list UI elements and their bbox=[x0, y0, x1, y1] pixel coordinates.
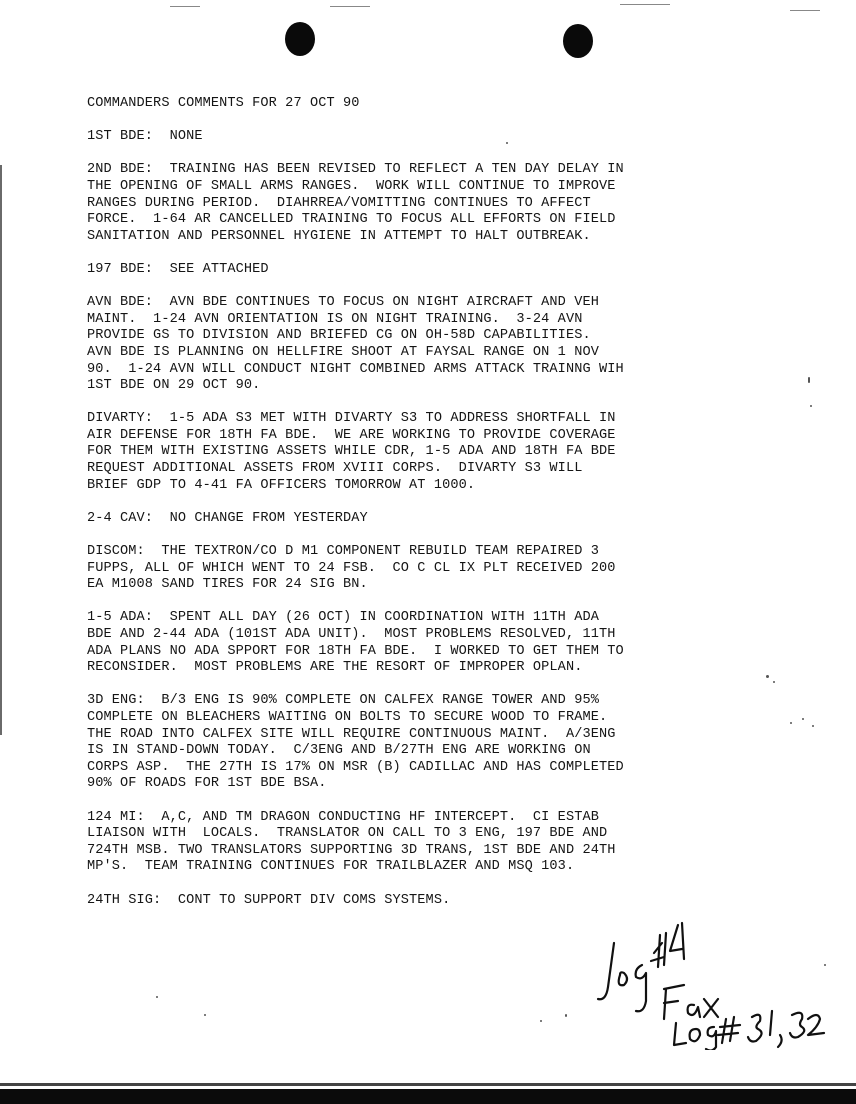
text-line: LIAISON WITH LOCALS. TRANSLATOR ON CALL TO 3 ENG, 197 BDE AND bbox=[87, 826, 608, 842]
scan-speck bbox=[810, 405, 812, 407]
memo-title: COMMANDERS COMMENTS FOR 27 OCT 90 bbox=[87, 96, 360, 111]
text-line: CORPS ASP. THE 27TH IS 17% ON MSR (B) CADILLAC AND HAS COMPLETED bbox=[87, 759, 624, 775]
handwriting-stroke bbox=[598, 943, 614, 999]
scan-speck bbox=[565, 1014, 567, 1017]
text-line: 724TH MSB. TWO TRANSLATORS SUPPORTING 3D TRANS, 1ST BDE AND 24TH bbox=[87, 842, 616, 858]
handwriting-stroke bbox=[674, 1023, 686, 1045]
handwriting-stroke bbox=[619, 972, 627, 985]
scan-speck bbox=[812, 725, 814, 727]
text-line: AVN BDE: AVN BDE CONTINUES TO FOCUS ON NIGHT AIRCRAFT AND VEH bbox=[87, 295, 599, 311]
scan-speck bbox=[540, 1020, 542, 1022]
scan-bottom-edge bbox=[0, 1083, 856, 1086]
text-line: COMPLETE ON BLEACHERS WAITING ON BOLTS TO SECURE WOOD TO FRAME. bbox=[87, 709, 608, 725]
text-line: 197 BDE: SEE ATTACHED bbox=[87, 261, 269, 277]
text-line: THE OPENING OF SMALL ARMS RANGES. WORK WILL CONTINUE TO IMPROVE bbox=[87, 178, 616, 194]
text-line: DISCOM: THE TEXTRON/CO D M1 COMPONENT REBUILD TEAM REPAIRED 3 bbox=[87, 544, 599, 560]
scan-artifact bbox=[620, 4, 670, 5]
text-line: FUPPS, ALL OF WHICH WENT TO 24 FSB. CO C CL IX PLT RECEIVED 200 bbox=[87, 560, 616, 576]
text-line: MP'S. TEAM TRAINING CONTINUES FOR TRAILBLAZER AND MSQ 103. bbox=[87, 859, 575, 875]
handwriting-stroke bbox=[778, 1035, 782, 1047]
handwriting-stroke bbox=[688, 1005, 700, 1017]
scan-artifact bbox=[170, 6, 200, 7]
scan-speck bbox=[506, 142, 508, 144]
handwriting-stroke bbox=[636, 965, 646, 1011]
scan-artifact bbox=[790, 10, 820, 11]
paragraph-197-bde bbox=[87, 262, 787, 279]
scan-speck bbox=[808, 377, 810, 383]
handwriting-stroke bbox=[651, 933, 666, 967]
handwriting-stroke bbox=[706, 1027, 716, 1050]
paragraph-1st-bde bbox=[87, 129, 787, 146]
text-line: RECONSIDER. MOST PROBLEMS ARE THE RESORT OF IMPROPER OPLAN. bbox=[87, 660, 583, 676]
text-line: FORCE. 1-64 AR CANCELLED TRAINING TO FOCUS ALL EFFORTS ON FIELD bbox=[87, 212, 616, 228]
text-line: MAINT. 1-24 AVN ORIENTATION IS ON NIGHT TRAINING. 3-24 AVN bbox=[87, 311, 583, 327]
paragraph-24th-sig bbox=[87, 893, 787, 910]
handwriting-stroke bbox=[718, 1017, 740, 1043]
text-line: ADA PLANS NO ADA SPPORT FOR 18TH FA BDE. I WORKED TO GET THEM TO bbox=[87, 643, 624, 659]
paragraph-2nd-bde bbox=[87, 162, 787, 245]
text-line: 1ST BDE ON 29 OCT 90. bbox=[87, 378, 261, 394]
scan-artifact bbox=[330, 6, 370, 7]
text-line: SANITATION AND PERSONNEL HYGIENE IN ATTEMPT TO HALT OUTBREAK. bbox=[87, 228, 591, 244]
scan-speck bbox=[790, 722, 792, 724]
handwriting-stroke bbox=[690, 1029, 700, 1041]
paragraph-2-4-cav bbox=[87, 511, 787, 528]
text-line: BRIEF GDP TO 4-41 FA OFFICERS TOMORROW AT 1000. bbox=[87, 477, 476, 493]
text-line: THE ROAD INTO CALFEX SITE WILL REQUIRE CONTINUOUS MAINT. A/3ENG bbox=[87, 726, 616, 742]
paragraph-124-mi bbox=[87, 810, 787, 876]
text-line: BDE AND 2-44 ADA (101ST ADA UNIT). MOST PROBLEMS RESOLVED, 11TH bbox=[87, 627, 616, 642]
handwritten-annotation bbox=[590, 915, 830, 1050]
text-line: DIVARTY: 1-5 ADA S3 MET WITH DIVARTY S3 TO ADDRESS SHORTFALL IN bbox=[87, 411, 616, 427]
paragraph-divarty bbox=[87, 411, 787, 494]
scan-speck bbox=[802, 718, 804, 720]
text-line: EA M1008 SAND TIRES FOR 24 SIG BN. bbox=[87, 577, 368, 593]
paragraph-1-5-ada bbox=[87, 610, 787, 676]
handwriting-stroke bbox=[790, 1013, 804, 1038]
scan-bottom-bar bbox=[0, 1089, 856, 1104]
text-line: AVN BDE IS PLANNING ON HELLFIRE SHOOT AT FAYSAL RANGE ON 1 NOV bbox=[87, 344, 599, 360]
text-line: 90. 1-24 AVN WILL CONDUCT NIGHT COMBINED ARMS ATTACK TRAINNG WIH bbox=[87, 361, 624, 377]
scan-speck bbox=[766, 675, 769, 678]
punch-hole bbox=[285, 22, 315, 56]
text-line: 90% OF ROADS FOR 1ST BDE BSA. bbox=[87, 776, 327, 792]
text-line: IS IN STAND-DOWN TODAY. C/3ENG AND B/27TH ENG ARE WORKING ON bbox=[87, 743, 591, 759]
handwriting-stroke bbox=[808, 1015, 824, 1035]
scan-edge-line bbox=[0, 165, 2, 735]
scan-speck bbox=[773, 681, 775, 683]
handwriting-stroke bbox=[704, 999, 718, 1017]
text-line: PROVIDE GS TO DIVISION AND BRIEFED CG ON OH-58D CAPABILITIES. bbox=[87, 328, 591, 344]
text-line: AIR DEFENSE FOR 18TH FA BDE. WE ARE WORKING TO PROVIDE COVERAGE bbox=[87, 427, 616, 443]
text-line: FOR THEM WITH EXISTING ASSETS WHILE CDR, 1-5 ADA AND 18TH FA BDE bbox=[87, 444, 616, 460]
text-line: 2ND BDE: TRAINING HAS BEEN REVISED TO REFLECT A TEN DAY DELAY IN bbox=[87, 162, 624, 178]
text-line: 24TH SIG: CONT TO SUPPORT DIV COMS SYSTEMS. bbox=[87, 892, 451, 908]
paragraph-3d-eng bbox=[87, 693, 787, 793]
paragraph-avn-bde bbox=[87, 295, 787, 395]
handwriting-stroke bbox=[664, 985, 684, 1019]
text-line: RANGES DURING PERIOD. DIAHRREA/VOMITTING CONTINUES TO AFFECT bbox=[87, 195, 591, 211]
scan-speck bbox=[156, 996, 158, 998]
handwriting-stroke bbox=[770, 1011, 772, 1035]
text-line: 1ST BDE: NONE bbox=[87, 129, 203, 145]
scan-speck bbox=[204, 1014, 206, 1016]
text-line: 3D ENG: B/3 ENG IS 90% COMPLETE ON CALFEX RANGE TOWER AND 95% bbox=[87, 693, 599, 709]
text-line: 1-5 ADA: SPENT ALL DAY (26 OCT) IN COORDINATION WITH 11TH ADA bbox=[87, 610, 599, 626]
handwriting-stroke bbox=[670, 923, 684, 959]
handwriting-stroke bbox=[748, 1015, 762, 1042]
paragraph-discom bbox=[87, 544, 787, 594]
memo-body bbox=[87, 96, 787, 926]
text-line: 2-4 CAV: NO CHANGE FROM YESTERDAY bbox=[87, 510, 368, 526]
text-line: REQUEST ADDITIONAL ASSETS FROM XVIII CORPS. DIVARTY S3 WILL bbox=[87, 461, 583, 477]
punch-hole bbox=[563, 24, 593, 58]
text-line: 124 MI: A,C, AND TM DRAGON CONDUCTING HF INTERCEPT. CI ESTAB bbox=[87, 809, 599, 825]
